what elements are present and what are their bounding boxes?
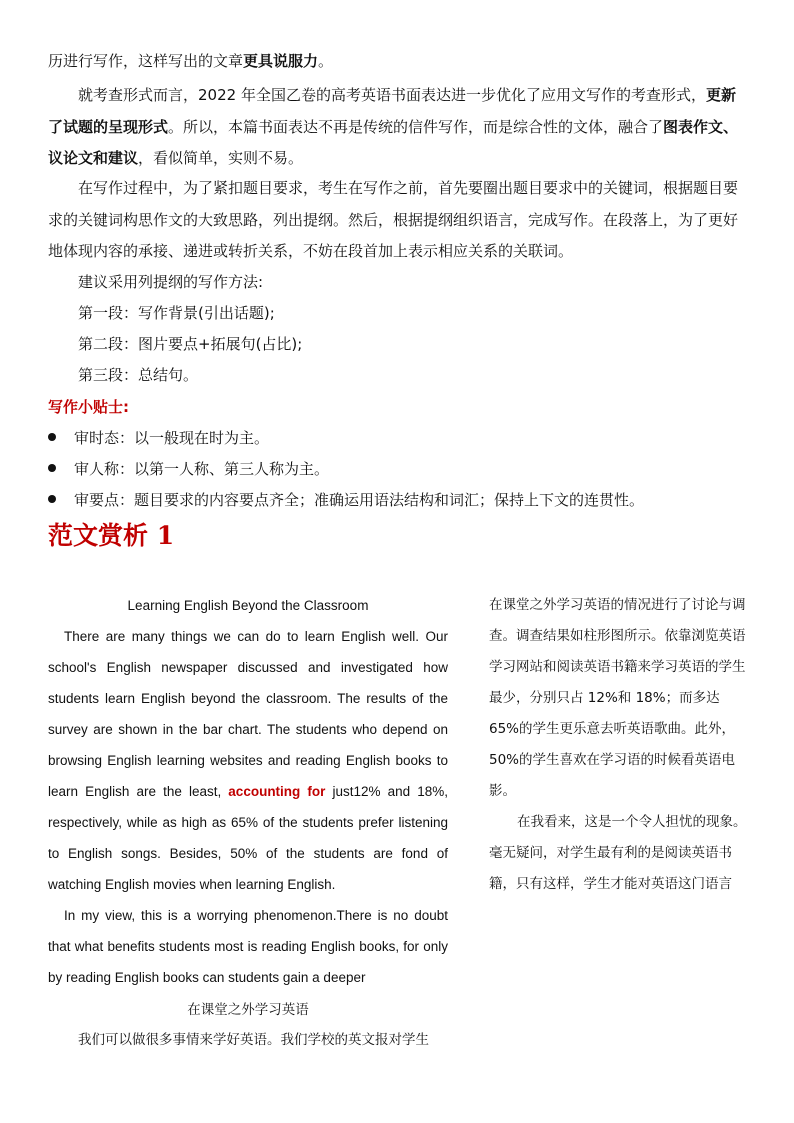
essay-english xyxy=(48,590,448,993)
section-title: 范文赏析 1 xyxy=(48,521,175,550)
translation-paragraph-2: 在我看来，这是一个令人担忧的现象。毫无疑问，对学生最有利的是阅读英语书籍，只有这样，学生才能对英语这门语言 xyxy=(489,814,747,892)
intro-paragraph-1 xyxy=(48,80,748,175)
intro-paragraph-0 xyxy=(48,46,748,78)
essay-paragraph-2: In my view, this is a worrying phenomenon.There is no doubt that what benefits students most is reading English books, for only by reading English books can students gain a deeper xyxy=(48,908,448,985)
translation-first-line: 我们可以做很多事情来学好英语。我们学校的英文报对学生 xyxy=(78,1032,429,1048)
translation-paragraph-1: 在课堂之外学习英语的情况进行了讨论与调查。调查结果如柱形图所示。依靠浏览英语学习网站和阅读英语书籍来学习英语的学生最少，分别只占 12%和 18%；而多达 65%的学生更乐意去听英语歌曲。此外，50%的学生喜欢在学习语的时候看英语电影。 xyxy=(489,597,746,799)
tip-item xyxy=(48,485,644,517)
intro-p1-bold-a: 更新了试题的呈现形式 xyxy=(48,86,736,136)
intro-paragraph-2: 在写作过程中，为了紧扣题目要求，考生在写作之前，首先要圈出题目要求中的关键词，根据题目要求的关键词构思作文的大致思路，列出提纲。然后，根据提纲组织语言，完成写作。在段落上，为了更好地体现内容的承接、递进或转折关系，不妨在段首加上表示相应关系的关联词。 xyxy=(48,179,739,260)
intro-paragraph-3: 建议采用列提纲的写作方法: xyxy=(78,273,264,291)
intro-p1-bold-b: 图表作文、议论文和建议 xyxy=(48,117,739,167)
tip-item xyxy=(48,454,329,486)
tip-text: 审时态：以一般现在时为主。 xyxy=(74,429,270,447)
essay-p1-text-b: just12% and 18%, respectively, while as high as 65% of the students prefer listening to English songs. Besides, 50% of the students are fond of watching English movies when learning English. xyxy=(48,784,448,892)
essay-highlight: accounting for xyxy=(228,784,326,799)
bullet-icon xyxy=(48,433,56,441)
intro-p1-text-a: 就考查形式而言，2022 年全国乙卷的高考英语书面表达进一步优化了应用文写作的考查形式， xyxy=(78,86,706,104)
outline-paragraph-3: 第三段：总结句。 xyxy=(78,366,199,384)
tip-text: 审人称：以第一人称、第三人称为主。 xyxy=(74,460,330,478)
intro-p0-bold: 更具说服力 xyxy=(243,52,319,70)
bullet-icon xyxy=(48,464,56,472)
essay-p1-text-a: There are many things we can do to learn English well. Our school's English newspaper discussed and investigated how students learn English beyond the classroom. The results of the survey are shown in the bar chart. The students who depend on browsing English learning websites and reading English books to learn English are the least, xyxy=(48,629,448,799)
translation-title: 在课堂之外学习英语 xyxy=(187,1002,309,1018)
tip-text: 审要点：题目要求的内容要点齐全；准确运用语法结构和词汇；保持上下文的连贯性。 xyxy=(74,491,645,509)
intro-p1-text-b: 。所以，本篇书面表达不再是传统的信件写作，而是综合性的文体，融合了 xyxy=(168,117,664,136)
intro-p1-text-c: ，看似简单，实则不易。 xyxy=(138,149,304,167)
intro-p0-text: 历进行写作，这样写出的文章 xyxy=(48,52,244,70)
essay-title: Learning English Beyond the Classroom xyxy=(127,598,369,613)
outline-paragraph-1: 第一段：写作背景(引出话题); xyxy=(78,304,275,322)
bullet-icon xyxy=(48,495,56,503)
tip-item xyxy=(48,423,269,455)
intro-p0-end: 。 xyxy=(318,52,334,70)
outline-paragraph-2: 第二段：图片要点+拓展句(占比); xyxy=(78,335,303,353)
tips-title: 写作小贴士: xyxy=(48,398,129,416)
essay-paragraph-1 xyxy=(48,621,448,900)
essay-translation-right xyxy=(489,590,751,900)
